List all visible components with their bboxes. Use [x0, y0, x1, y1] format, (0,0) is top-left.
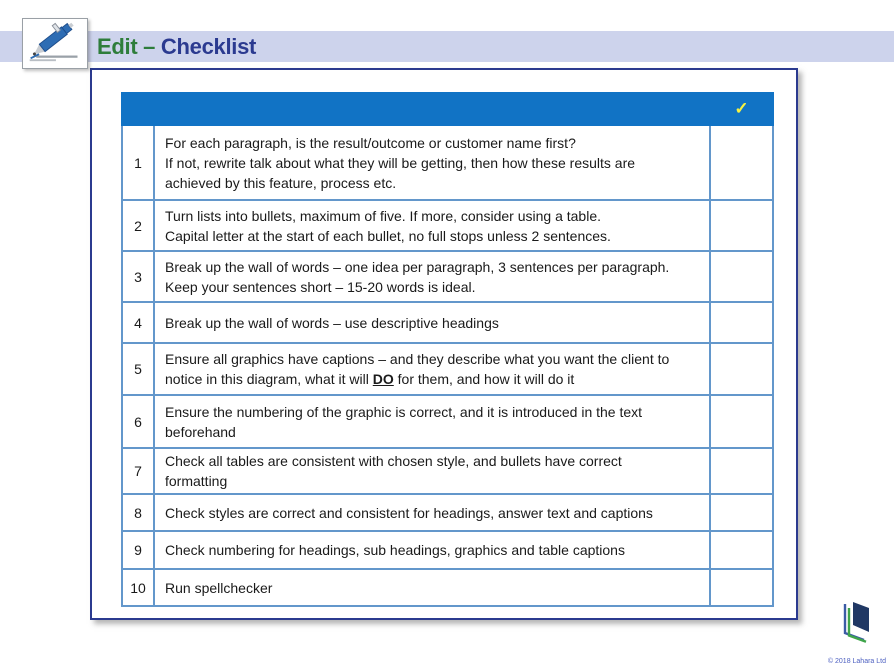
table-row — [122, 200, 773, 251]
content-panel — [90, 68, 798, 620]
row-text-segment: Ensure all graphics have captions – and they describe what you want the client to — [165, 351, 670, 367]
row-text — [154, 125, 710, 200]
row-text-emphasis: DO — [372, 371, 394, 387]
row-text-segment: Check all tables are consistent with chosen style, and bullets have correct — [165, 453, 622, 469]
table-row — [122, 395, 773, 448]
row-text — [154, 251, 710, 302]
table-row — [122, 531, 773, 569]
row-checkbox-cell[interactable] — [710, 343, 773, 395]
table-row — [122, 251, 773, 302]
row-checkbox-cell[interactable] — [710, 494, 773, 531]
pen-icon — [25, 18, 85, 69]
page-title-navy: Checklist — [160, 34, 257, 59]
row-text — [154, 531, 710, 569]
lahara-logo-icon — [841, 600, 873, 643]
table-header-row — [122, 93, 773, 125]
row-text — [154, 448, 710, 494]
row-text-segment: Check numbering for headings, sub headings, graphics and table captions — [165, 542, 625, 558]
checkmark-icon: ✓ — [734, 98, 749, 118]
table-row — [122, 494, 773, 531]
page-title — [97, 33, 256, 61]
row-text-segment: For each paragraph, is the result/outcome or customer name first? — [165, 134, 576, 151]
row-text-segment: Capital letter at the start of each bullet, no full stops unless 2 sentences. — [165, 227, 611, 244]
row-number: 10 — [122, 569, 154, 606]
row-checkbox-cell[interactable] — [710, 125, 773, 200]
row-text — [154, 395, 710, 448]
number-column-header — [122, 93, 154, 125]
row-text-segment: notice in this diagram, what it will — [165, 371, 373, 387]
row-text-segment: Turn lists into bullets, maximum of five. If more, consider using a table. — [165, 207, 601, 224]
table-row — [122, 448, 773, 494]
row-text — [154, 569, 710, 606]
row-text-segment: Ensure the numbering of the graphic is correct, and it is introduced in the text — [165, 403, 643, 420]
row-number: 3 — [122, 251, 154, 302]
row-number: 4 — [122, 302, 154, 343]
row-text-segment: Break up the wall of words – use descriptive headings — [165, 314, 499, 331]
row-text-segment: Keep your sentences short – 15-20 words is ideal. — [165, 278, 476, 295]
row-checkbox-cell[interactable] — [710, 569, 773, 606]
row-text-segment: for them, and how it will do it — [393, 371, 575, 387]
table-row — [122, 569, 773, 606]
checklist-table — [121, 92, 774, 607]
row-checkbox-cell[interactable] — [710, 302, 773, 343]
text-column-header — [154, 93, 710, 125]
row-text — [154, 494, 710, 531]
page-title-green: Edit – — [97, 34, 161, 59]
table-row — [122, 343, 773, 395]
row-text — [154, 200, 710, 251]
row-checkbox-cell[interactable] — [710, 200, 773, 251]
row-number: 6 — [122, 395, 154, 448]
table-row — [122, 302, 773, 343]
table-row — [122, 125, 773, 200]
row-number: 7 — [122, 448, 154, 494]
row-text-segment: Run spellchecker — [165, 579, 273, 596]
header-icon-box — [22, 18, 88, 69]
row-checkbox-cell[interactable] — [710, 251, 773, 302]
row-text-segment: Break up the wall of words – one idea per paragraph, 3 sentences per paragraph. — [165, 258, 670, 275]
row-text-segment: beforehand — [165, 423, 236, 440]
row-number: 9 — [122, 531, 154, 569]
row-text-segment: achieved by this feature, process etc. — [165, 174, 397, 191]
row-checkbox-cell[interactable] — [710, 395, 773, 448]
row-text-segment: If not, rewrite talk about what they will be getting, then how these results are — [165, 154, 636, 171]
row-checkbox-cell[interactable] — [710, 531, 773, 569]
row-number: 1 — [122, 125, 154, 200]
row-number: 5 — [122, 343, 154, 395]
row-number: 8 — [122, 494, 154, 531]
row-number: 2 — [122, 200, 154, 251]
row-checkbox-cell[interactable] — [710, 448, 773, 494]
row-text — [154, 302, 710, 343]
row-text — [154, 343, 710, 395]
checklist-rows — [122, 125, 773, 606]
check-column-header — [710, 93, 773, 125]
row-text-segment: Check styles are correct and consistent for headings, answer text and captions — [165, 504, 653, 521]
copyright-text: © 2018 Lahara Ltd — [827, 658, 886, 665]
row-text-segment: formatting — [165, 473, 228, 489]
